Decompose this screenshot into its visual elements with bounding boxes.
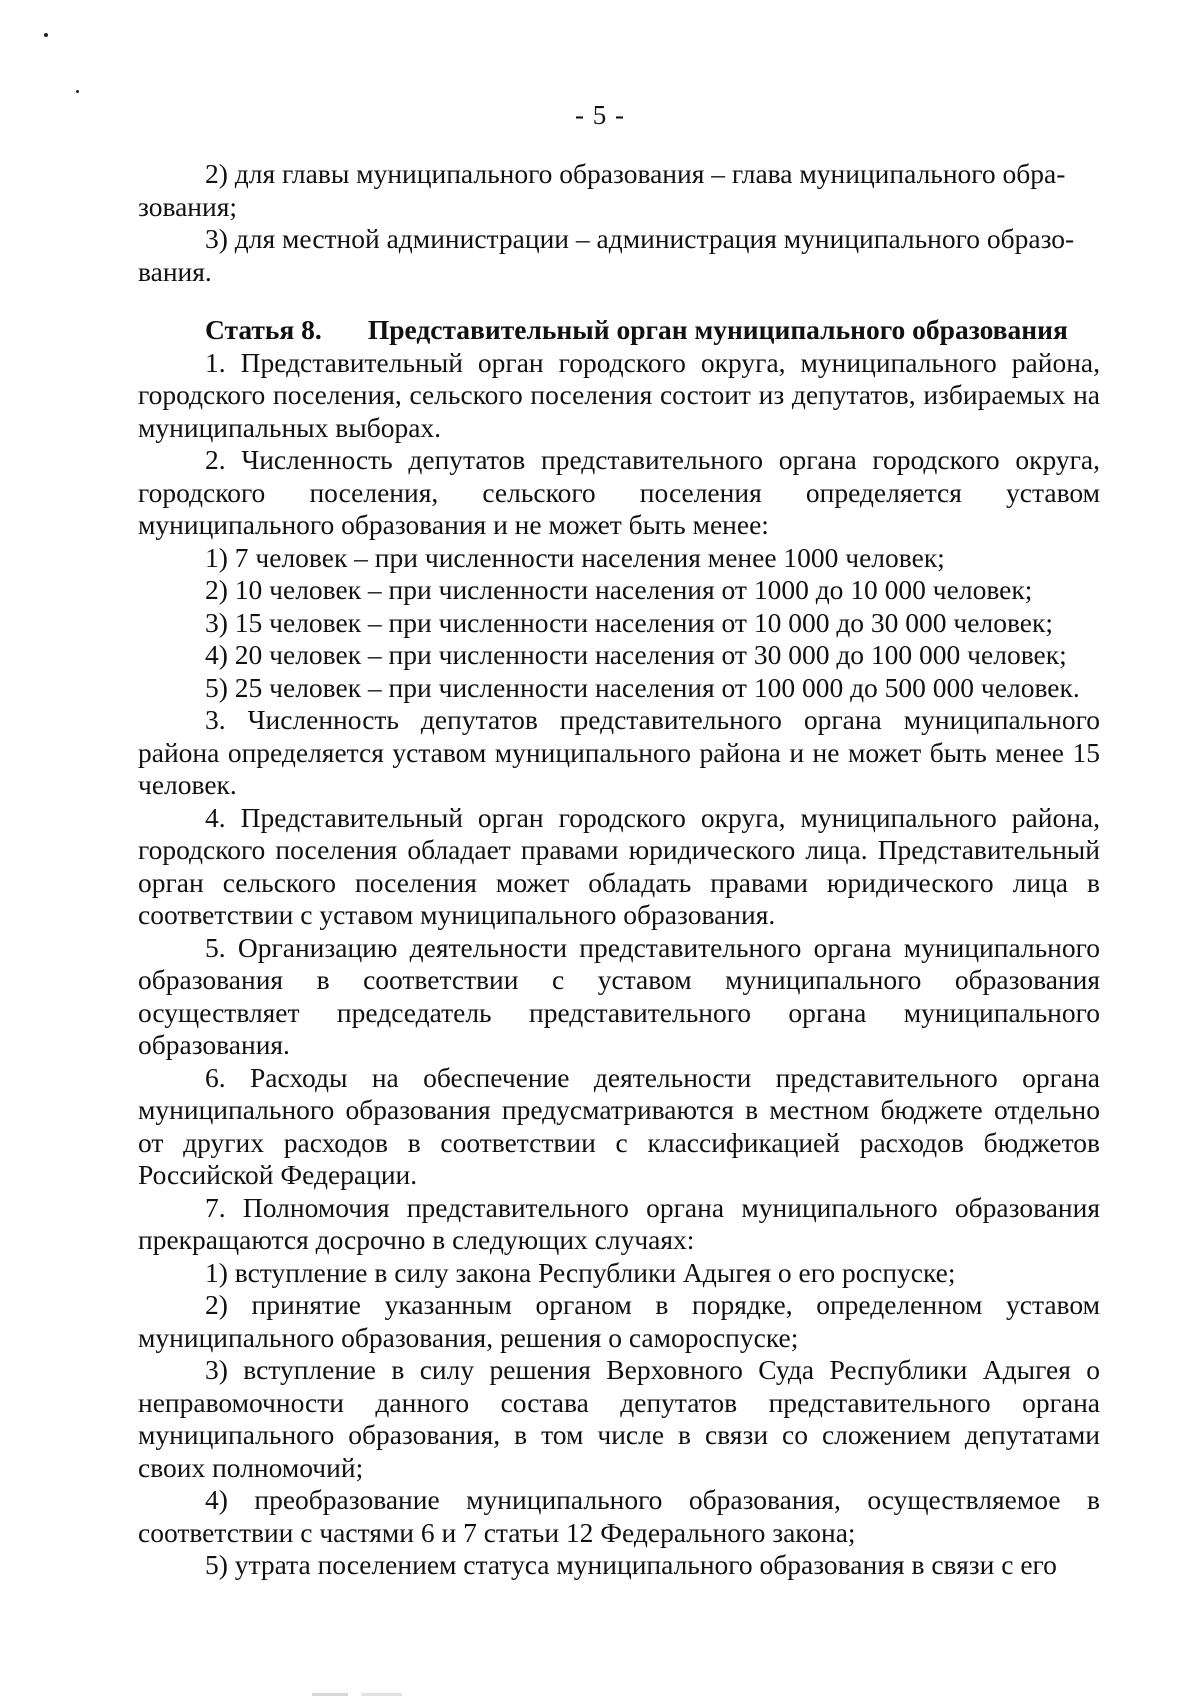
list-item: 3) 15 человек – при численности населения от 10 000 до 30 000 человек; (205, 606, 1053, 638)
list-item: 1) вступление в силу закона Республики Адыгея о его роспуске; (205, 1256, 956, 1288)
paragraph: 3) для местной администрации – администрация муниципального образо- вания. (138, 223, 1075, 287)
scan-artifact (312, 1693, 402, 1696)
paragraph: 6. Расходы на обеспечение деятельности представительного органа муниципального образования предусматриваются в местном бюджете отдельно от других расходов в соответствии с классификацией расходов бюджетов Российской Федерации. (138, 1061, 1100, 1190)
list-item: 5) 25 человек – при численности населения от 100 000 до 500 000 человек. (205, 671, 1080, 703)
paragraph: 2. Численность депутатов представительного органа городского округа, городского поселения, сельского поселения определяется уставом муниципального образования и не может быть менее: (138, 444, 1100, 540)
paragraph: 2) для главы муниципального образования – глава муниципального обра- зования; (138, 158, 1066, 222)
document-body (138, 158, 1100, 1582)
list-item: 4) преобразование муниципального образования, осуществляемое в соответствии с частями 6 и 7 статьи 12 Федерального закона; (138, 1484, 1100, 1548)
list-item: 2) принятие указанным органом в порядке, определенном уставом муниципального образования, решения о самороспуске; (138, 1289, 1100, 1353)
list-item: 4) 20 человек – при численности населения от 30 000 до 100 000 человек; (205, 639, 1067, 670)
list-item: 1) 7 человек – при численности населения менее 1000 человек; (205, 541, 945, 573)
article-heading (138, 314, 1100, 347)
article-title: Представительный орган муниципального образования (367, 314, 1068, 345)
paragraph: 5. Организацию деятельности представительного органа муниципального образования в соответствии с уставом муниципального образования осуществляет председатель представительного органа муниципального образования. (138, 931, 1100, 1060)
scan-speck (76, 90, 79, 93)
scan-speck (44, 33, 48, 37)
list-item: 3) вступление в силу решения Верховного Суда Республики Адыгея о неправомочности данного состава депутатов представительного органа муниципального образования, в том числе в связи со сложением депутатами своих полномочий; (138, 1354, 1100, 1483)
list-item: 5) утрата поселением статуса муниципального образования в связи с его (205, 1549, 1057, 1580)
list-item: 2) 10 человек – при численности населения от 1000 до 10 000 человек; (205, 574, 1033, 605)
page-number: - 5 - (575, 100, 625, 130)
paragraph: 1. Представительный орган городского округа, муниципального района, городского поселения, сельского поселения состоит из депутатов, избираемых на муниципальных выборах. (138, 346, 1100, 443)
paragraph: 4. Представительный орган городского округа, муниципального района, городского поселения обладает правами юридического лица. Представительный орган сельского поселения может обладать правами юридического лица в соответствии с уставом муниципального образования. (138, 801, 1100, 930)
paragraph: 7. Полномочия представительного органа муниципального образования прекращаются досрочно в следующих случаях: (138, 1191, 1100, 1255)
paragraph: 3. Численность депутатов представительного органа муниципального района определяется уставом муниципального района и не может быть менее 15 человек. (138, 704, 1100, 800)
article-label: Статья 8. (205, 314, 322, 345)
